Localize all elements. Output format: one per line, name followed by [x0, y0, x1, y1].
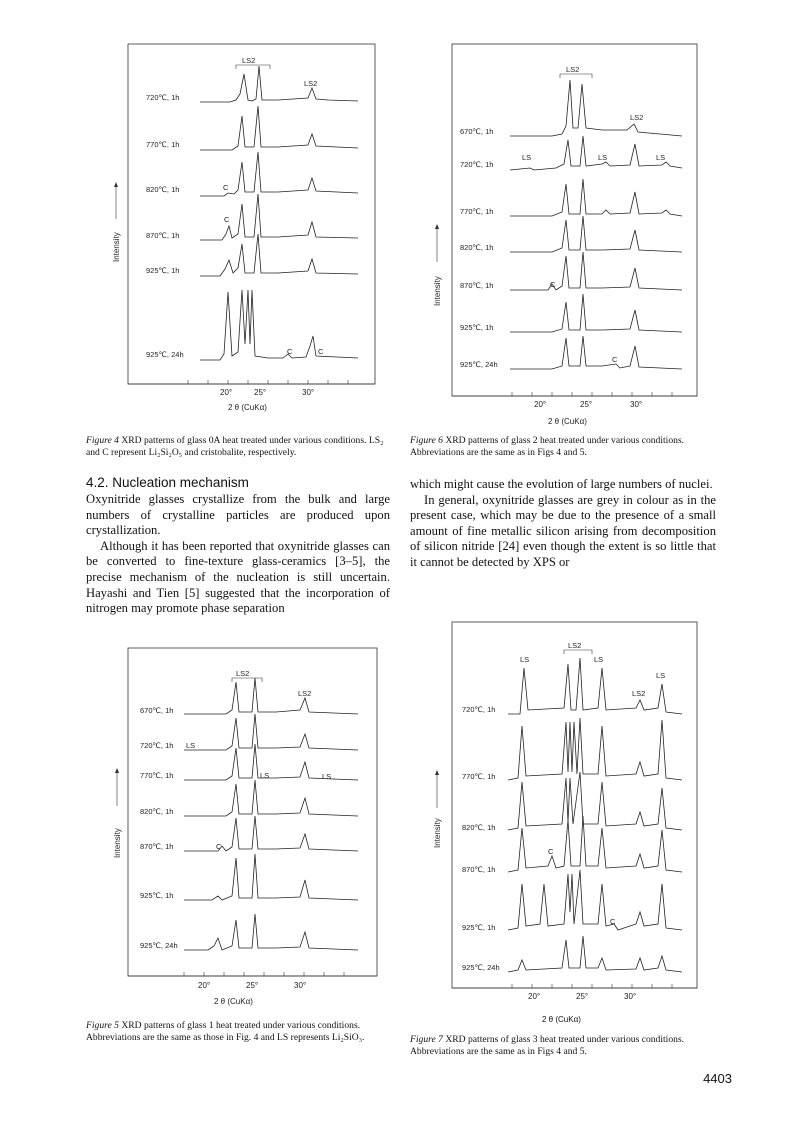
figure-6	[433, 44, 698, 434]
figure-7	[433, 622, 698, 1012]
fig7-trace-label: 925℃, 1h	[462, 923, 496, 932]
figure-4-caption	[86, 435, 390, 459]
figure-7-xlabel: 2 θ (CuKα)	[542, 1015, 581, 1024]
fig7-trace-label: 720℃, 1h	[462, 705, 496, 714]
body-paragraph: In general, oxynitride glasses are grey in colour as in the present case, which may be due to the presence of a small amount of fine metallic silicon arising from decomposition of silicon nitride [24] even though the extent is so little that it cannot be detected by XPS or	[410, 492, 716, 569]
fig7-peak-c: C	[548, 847, 554, 856]
fig4-group-label: LS2	[242, 56, 256, 65]
fig4-xtick: 25°	[254, 388, 267, 397]
figure-7-caption-lead: Figure 7	[410, 1034, 443, 1045]
figure-5-caption	[86, 1020, 390, 1044]
figure-6-caption-text: XRD patterns of glass 2 heat treated under various conditions. Abbreviations are the same as in Figs 4 and 5.	[410, 435, 685, 458]
fig5-group-label: LS2	[236, 669, 250, 678]
figure-7-caption	[410, 1034, 716, 1058]
fig7-peak-c: C	[610, 917, 616, 926]
fig5-xtick: 30°	[294, 981, 307, 990]
fig4-peak-c: C	[287, 347, 293, 356]
fig4-trace-label: 820℃, 1h	[146, 185, 180, 194]
fig4-trace-label: 870℃, 1h	[146, 231, 180, 240]
fig6-peak-c: C	[612, 355, 618, 364]
fig6-peak-c: C	[550, 280, 556, 289]
fig7-trace-label: 820℃, 1h	[462, 823, 496, 832]
fig5-peak-ls: LS	[260, 771, 270, 780]
fig5-xtick: 20°	[198, 981, 211, 990]
fig7-trace-label: 870℃, 1h	[462, 865, 496, 874]
fig7-xtick: 20°	[528, 992, 541, 1001]
fig7-group-label: LS2	[568, 641, 582, 650]
fig5-trace-label: 925℃, 1h	[140, 891, 174, 900]
fig4-trace-label: 770℃, 1h	[146, 140, 180, 149]
fig6-peak-ls2: LS2	[630, 113, 644, 122]
figure-4-caption-text: XRD patterns of glass 0A heat treated under various conditions. LS₂ and C represent Li₂Si₂O₅ and cristobalite, respectively.	[86, 435, 384, 458]
fig4-xlabel: 2 θ (CuKα)	[228, 403, 267, 412]
fig7-trace-label: 925℃, 24h	[462, 963, 500, 972]
fig5-trace-label: 820℃, 1h	[140, 807, 174, 816]
body-left-column	[86, 492, 390, 617]
fig6-ylabel: Intensity	[433, 276, 442, 306]
fig4-xtick: 30°	[302, 388, 315, 397]
fig4-peak-ls2: LS2	[304, 79, 318, 88]
fig7-peak-ls: LS	[520, 655, 530, 664]
page-number: 4403	[703, 1071, 732, 1086]
fig7-peak-ls: LS	[594, 655, 604, 664]
fig6-trace-label: 925℃, 24h	[460, 360, 498, 369]
body-right-column	[410, 477, 716, 571]
fig7-xtick: 25°	[576, 992, 589, 1001]
fig6-group-label: LS2	[566, 65, 580, 74]
figure-7-caption-text: XRD patterns of glass 3 heat treated under various conditions. Abbreviations are the same as in Figs 4 and 5.	[410, 1034, 685, 1057]
fig6-xtick: 30°	[630, 400, 643, 409]
fig5-peak-ls: LS	[322, 772, 332, 781]
fig6-peak-ls: LS	[598, 153, 608, 162]
fig7-peak-ls: LS	[656, 671, 666, 680]
fig4-peak-c: C	[224, 215, 230, 224]
fig6-xtick: 20°	[534, 400, 547, 409]
figure-6-caption-lead: Figure 6	[410, 435, 443, 446]
fig4-trace-label: 720℃, 1h	[146, 93, 180, 102]
fig6-trace-label: 720℃, 1h	[460, 160, 494, 169]
figure-4-caption-lead: Figure 4	[86, 435, 119, 446]
fig6-trace-label: 670℃, 1h	[460, 127, 494, 136]
fig6-xlabel: 2 θ (CuKα)	[548, 417, 587, 426]
fig5-peak-ls2: LS2	[298, 689, 312, 698]
figure-5-caption-lead: Figure 5	[86, 1020, 119, 1031]
fig6-trace-label: 870℃, 1h	[460, 281, 494, 290]
figure-6-chart	[433, 44, 698, 434]
body-paragraph: Oxynitride glasses crystallize from the bulk and large numbers of crystalline particles are produced upon crystallization.	[86, 492, 390, 538]
fig5-peak-ls: LS	[186, 741, 196, 750]
fig4-ylabel: Intensity	[112, 232, 121, 262]
fig5-xlabel: 2 θ (CuKα)	[214, 997, 253, 1006]
fig4-trace-label: 925℃, 24h	[146, 350, 184, 359]
fig5-trace-label: 720℃, 1h	[140, 741, 174, 750]
fig7-ylabel: Intensity	[433, 818, 442, 848]
figure-7-chart	[433, 622, 698, 1012]
figure-5-caption-text: XRD patterns of glass 1 heat treated under various conditions. Abbreviations are the same as those in Fig. 4 and LS represents Li₂SiO₃.	[86, 1020, 365, 1043]
body-paragraph: which might cause the evolution of large numbers of nuclei.	[410, 477, 713, 491]
fig7-peak-ls2: LS2	[632, 689, 646, 698]
figure-6-caption	[410, 435, 716, 459]
figure-5-chart	[113, 648, 378, 1018]
fig4-trace-label: 925℃, 1h	[146, 266, 180, 275]
fig5-trace-label: 925℃, 24h	[140, 941, 178, 950]
fig6-trace-label: 770℃, 1h	[460, 207, 494, 216]
fig6-trace-label: 925℃, 1h	[460, 323, 494, 332]
fig4-xtick: 20°	[220, 388, 233, 397]
body-paragraph: Although it has been reported that oxynitride glasses can be converted to fine-texture glass-ceramics [3–5], the precise mechanism of the nucleation is still uncertain. Hayashi and Tien [5] suggested that the incorporation of nitrogen may promote phase separation	[86, 538, 390, 616]
fig6-xtick: 25°	[580, 400, 593, 409]
figure-5	[113, 648, 378, 1018]
fig4-peak-c: C	[223, 183, 229, 192]
fig6-peak-ls: LS	[522, 153, 532, 162]
section-heading: 4.2. Nucleation mechanism	[86, 475, 249, 490]
fig7-trace-label: 770℃, 1h	[462, 772, 496, 781]
fig4-peak-c: C	[318, 347, 324, 356]
fig5-trace-label: 770℃, 1h	[140, 771, 174, 780]
figure-4	[112, 44, 376, 424]
fig5-ylabel: Intensity	[113, 828, 122, 858]
fig5-trace-label: 870℃, 1h	[140, 842, 174, 851]
fig5-peak-c: C	[216, 842, 222, 851]
fig7-xtick: 30°	[624, 992, 637, 1001]
fig6-trace-label: 820℃, 1h	[460, 243, 494, 252]
figure-4-chart	[112, 44, 376, 424]
fig6-peak-ls: LS	[656, 153, 666, 162]
fig5-xtick: 25°	[246, 981, 259, 990]
fig5-trace-label: 670℃, 1h	[140, 706, 174, 715]
